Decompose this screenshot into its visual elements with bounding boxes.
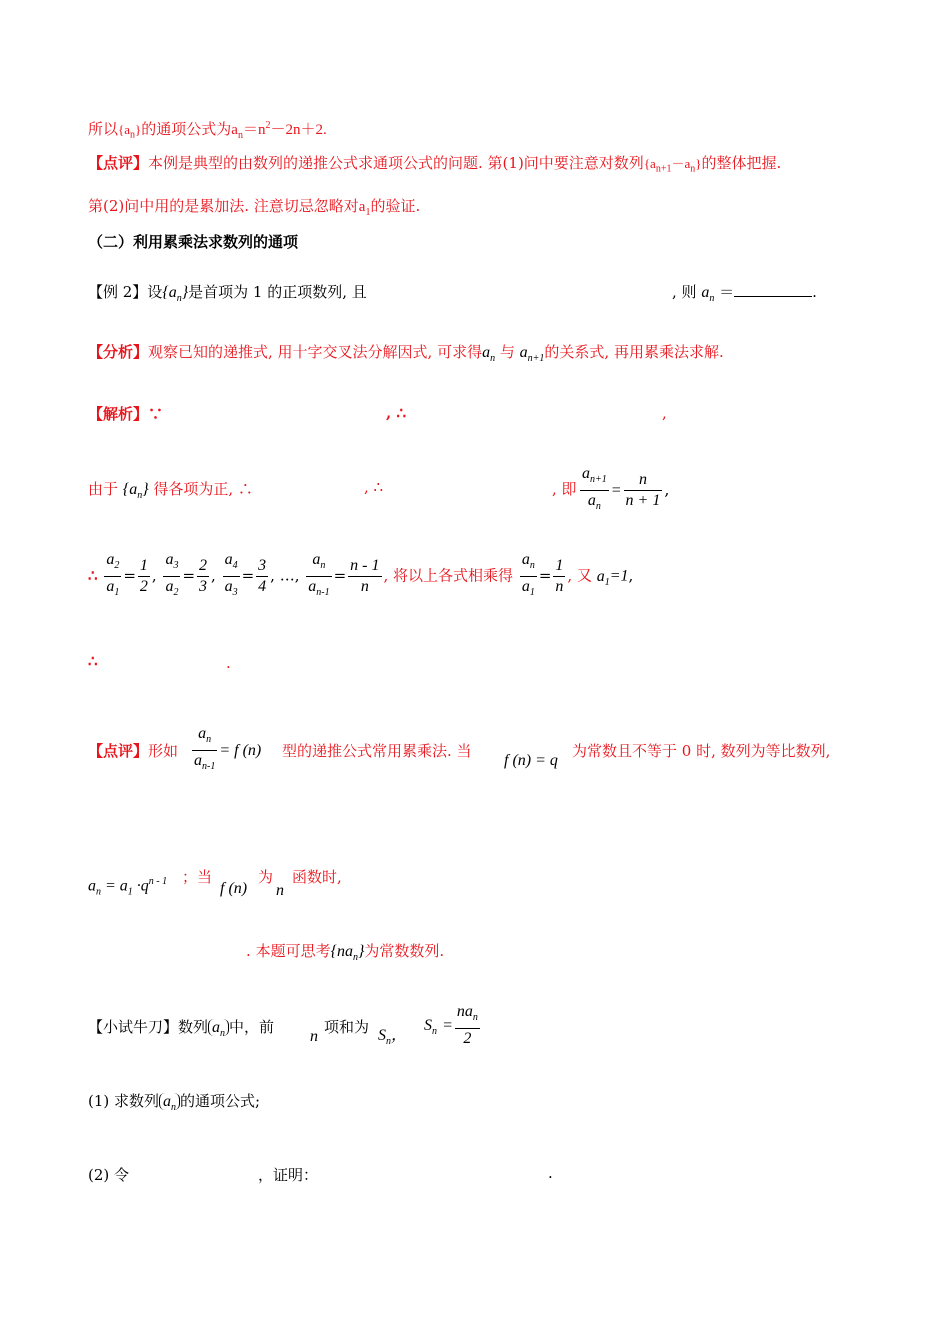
text: , — [664, 480, 670, 500]
sub: 2 — [114, 560, 120, 572]
sub: n — [432, 1026, 437, 1038]
sub: 1 — [127, 886, 133, 898]
exercise-label: 【小试牛刀】数列 — [88, 1018, 209, 1036]
seq: {na — [330, 943, 353, 960]
sub: 1 — [529, 587, 535, 599]
sub: n — [237, 130, 243, 141]
num: a — [198, 725, 207, 742]
fraction-left — [580, 464, 609, 517]
den: a — [521, 578, 530, 596]
sub: 3 — [232, 587, 238, 599]
eq: = — [610, 482, 622, 500]
example-label: 【例 2】设 — [88, 283, 163, 301]
exercise-line — [88, 1016, 274, 1039]
sub: 3 — [173, 560, 179, 572]
den: a — [587, 492, 596, 510]
example-2-answer — [672, 282, 817, 309]
den: n — [555, 578, 564, 596]
var: = a — [105, 877, 128, 895]
text: , 又 — [567, 566, 592, 585]
num: 3 — [256, 556, 268, 577]
sub: n — [709, 293, 715, 305]
text: 是首项为 1 的正项数列, 且 — [188, 283, 367, 301]
sub: n+1 — [655, 163, 672, 175]
question-2-end: . — [548, 1164, 553, 1182]
text: 的关系式, 再用累乘法求解. — [544, 343, 724, 361]
sub: n — [220, 1028, 226, 1040]
seq: {a — [122, 481, 138, 498]
sub: n — [206, 734, 212, 746]
den: n — [360, 578, 369, 596]
num: 2 — [197, 556, 209, 577]
review-line-1 — [88, 153, 781, 180]
sub: n+1 — [527, 353, 545, 365]
var: {a — [643, 156, 656, 171]
section-heading — [88, 232, 298, 252]
text: 由于 — [88, 480, 119, 498]
text: 当 — [197, 868, 213, 886]
fraction-value — [348, 556, 381, 597]
exercise-n: n — [310, 1028, 318, 1045]
num: n - 1 — [348, 556, 381, 577]
var: －a — [671, 156, 691, 171]
fraction-value — [553, 556, 565, 597]
num: n — [624, 470, 663, 491]
text: . — [812, 283, 817, 301]
fraction — [455, 1002, 480, 1049]
den: n + 1 — [625, 492, 661, 510]
sup: 2 — [265, 120, 271, 131]
seq: a — [163, 1093, 172, 1110]
value: =1 — [609, 567, 629, 585]
comment-tag-line — [88, 740, 178, 761]
sub: n-1 — [202, 761, 216, 773]
geo-fn: f (n) — [220, 880, 248, 897]
seq: a — [212, 1019, 221, 1036]
seq: {a — [162, 284, 177, 301]
brace: } — [357, 943, 365, 960]
num: a — [521, 551, 530, 568]
text: 观察已知的递推式, 用十字交叉法分解因式, 可求得 — [148, 343, 483, 361]
line-b-ie: , 即 — [552, 480, 577, 498]
sup: n - 1 — [148, 876, 168, 887]
text: 中，前 — [229, 1018, 275, 1036]
sub: n — [386, 1036, 391, 1048]
question-2: (2) 令 — [88, 1166, 130, 1184]
therefore-symbol: ∴ — [88, 566, 98, 585]
line-b-therefore: , ∴ — [364, 478, 384, 496]
comment-tag: 【点评】 — [88, 742, 149, 760]
line-b-fraction — [578, 464, 669, 517]
fraction — [223, 550, 240, 603]
review-line-2 — [88, 196, 420, 223]
fraction — [520, 550, 537, 603]
den: a — [194, 752, 202, 770]
question-label: (1) 求数列 — [88, 1092, 160, 1110]
sub: n — [96, 886, 101, 898]
geo-func: 函数时, — [292, 868, 342, 886]
den: 3 — [199, 578, 208, 596]
formula: ＝n — [242, 122, 266, 138]
line-d-therefore: ∴ — [88, 652, 98, 670]
num: a — [582, 465, 590, 482]
solution-tag: 【解析】 — [88, 405, 149, 423]
fraction-value — [197, 556, 209, 597]
text: , 则 — [672, 283, 697, 301]
comment-fq: f (n) = q — [504, 752, 558, 769]
sub: n — [352, 952, 358, 964]
sub: n-1 — [316, 587, 330, 599]
var: ·q — [132, 877, 149, 895]
sub: 4 — [232, 560, 238, 572]
comment-text-2: 为常数且不等于 0 时, 数列为等比数列, — [572, 742, 831, 760]
question-2-prove: ，证明： — [258, 1166, 319, 1184]
geo-n: n — [276, 882, 284, 899]
text: 本题可思考 — [255, 942, 331, 960]
fraction — [306, 550, 331, 603]
sub: 1 — [365, 207, 371, 218]
review-tag: 【点评】 — [88, 154, 149, 172]
brace: } — [135, 122, 142, 137]
num: a — [312, 551, 321, 568]
fraction-value — [256, 556, 268, 597]
comment-text-1: 型的递推公式常用累乘法. 当 — [282, 742, 472, 760]
line-e — [246, 940, 444, 963]
eq: = — [442, 1017, 453, 1035]
fraction — [163, 550, 180, 603]
exercise-text: 项和为 — [324, 1018, 370, 1036]
ellipsis: , …, — [270, 566, 300, 585]
line-b-prefix — [88, 478, 253, 501]
text: 为常数数列. — [364, 942, 445, 960]
because-symbol: ∵ — [148, 405, 164, 423]
sub: n — [176, 293, 182, 305]
comment-fraction — [190, 724, 261, 777]
text: ， — [391, 1027, 408, 1044]
var: a — [88, 877, 96, 895]
analysis-line — [88, 342, 724, 369]
solution-line — [88, 404, 163, 424]
var: S — [378, 1027, 386, 1044]
den: a — [165, 578, 174, 596]
den: 2 — [139, 578, 148, 596]
num: a — [165, 551, 174, 568]
text: 本例是典型的由数列的递推公式求通项公式的问题. 第(1)问中要注意对数列 — [148, 154, 644, 172]
den: 2 — [463, 1030, 472, 1048]
sub: n — [320, 560, 326, 572]
eq: ＝ — [719, 283, 735, 301]
fraction — [104, 550, 121, 603]
analysis-tag: 【分析】 — [88, 343, 149, 361]
text: 第(2)问中用的是累加法. 注意切忌忽略对 — [88, 197, 359, 215]
sub: n — [490, 353, 496, 365]
sub: n — [690, 163, 696, 175]
sub: 1 — [604, 576, 610, 588]
text: . — [246, 942, 251, 960]
sub: n+1 — [590, 474, 607, 486]
var: a — [701, 284, 710, 301]
line-c: ∴ $\frac{a_2}{a_1}$ = $\frac{1}{2}$ , $\frac{a_3}{a_2}$ = $\frac{2}{3}$ , $\frac{a_4}{a_3}$ = $\frac{3}{4}$ , …, $\frac{a_n}{a_{n-1}}$ = $\frac{n - 1}{n}$ , 将以上各式相乘得 $\frac{a_n}{a_1}$ = $\frac{1}{n}$ , 又 $a_1=1$, — [88, 550, 633, 603]
solution-therefore: , ∴ — [386, 404, 406, 422]
text: 的整体把握. — [701, 154, 782, 172]
num: a — [224, 551, 233, 568]
text: 得各项为正, ∴ — [153, 480, 253, 498]
var: a — [519, 344, 528, 361]
conclusion-line — [88, 116, 327, 146]
var: a — [231, 122, 238, 138]
text: , 将以上各式相乘得 — [383, 566, 514, 585]
num: a — [106, 551, 115, 568]
var: a — [358, 199, 366, 215]
line-d-end: . — [226, 654, 231, 672]
brace: } — [695, 156, 702, 171]
text: 的通项公式; — [180, 1092, 261, 1110]
geo-wei: 为 — [258, 868, 274, 886]
sub: 2 — [173, 587, 179, 599]
den: a — [224, 578, 233, 596]
formula: －2n＋2. — [270, 122, 327, 138]
solution-comma: , — [662, 404, 667, 422]
text: 的验证. — [370, 197, 421, 215]
heading-text: （二）利用累乘法求数列的通项 — [88, 233, 299, 251]
brace: } — [142, 481, 149, 498]
sub: n — [130, 129, 136, 141]
sub: n — [137, 490, 143, 502]
exercise-s — [378, 1022, 407, 1047]
sub: n — [595, 501, 601, 513]
text: ； — [182, 868, 198, 886]
fraction — [192, 724, 217, 777]
fraction-value — [138, 556, 150, 597]
var: a — [596, 567, 605, 585]
geo-semicolon — [182, 866, 212, 887]
fraction-right — [624, 470, 663, 511]
text: 所以 — [88, 120, 119, 138]
question-1 — [88, 1090, 260, 1113]
sub: n — [472, 1012, 478, 1024]
sub: n — [529, 560, 535, 572]
text: 与 — [499, 343, 515, 361]
den: a — [106, 578, 115, 596]
exercise-sn-formula — [424, 1002, 482, 1049]
geo-formula — [88, 876, 167, 898]
num: 1 — [138, 556, 150, 577]
seq-symbol: {a — [118, 122, 131, 137]
example-2 — [88, 282, 367, 309]
answer-blank[interactable] — [734, 282, 812, 297]
den: a — [308, 578, 317, 596]
num: 1 — [553, 556, 565, 577]
brace: } — [181, 284, 189, 301]
text: , — [628, 566, 634, 585]
text: 的通项公式为 — [141, 120, 232, 138]
sub: n — [171, 1102, 177, 1114]
num: na — [456, 1003, 473, 1020]
text: 形如 — [148, 742, 179, 760]
var: S — [424, 1017, 432, 1035]
sub: 1 — [114, 587, 120, 599]
den: 4 — [258, 578, 267, 596]
function: = f (n) — [219, 742, 262, 760]
var: a — [482, 344, 491, 361]
